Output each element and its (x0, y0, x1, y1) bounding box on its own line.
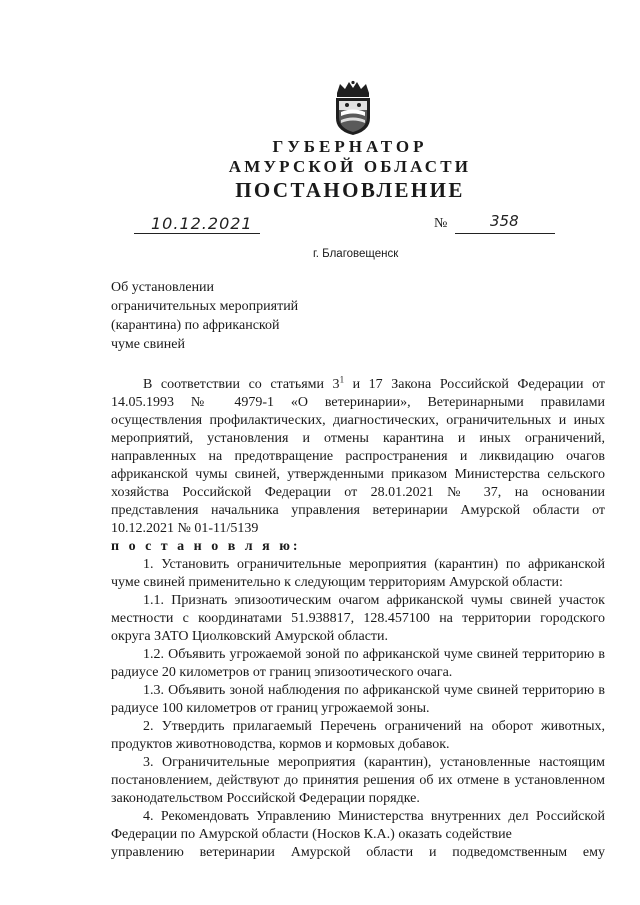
coat-of-arms-icon (331, 80, 375, 136)
subject-line: (карантина) по африканской (111, 318, 280, 333)
decree-word: п о с т а н о в л я ю: (111, 539, 301, 554)
document-type-title: ПОСТАНОВЛЕНИЕ (235, 178, 465, 202)
document-date: 10.12.2021 (151, 214, 253, 233)
number-sign: № (434, 216, 448, 231)
paragraph-4-continuation: управлению ветеринарии Амурской области и подведомственным ему (111, 845, 605, 860)
preamble-text-rest: и 17 Закона Российской Федерации от 14.05.1993 № 4979-1 «О ветеринарии», Ветеринарными правилами осуществления профилактических, диагностических, ограничительных и иных мероприятий, установления и отмены карантина и иных ограничений, направленных на предотвращение распространения и ликвидацию очагов африканской чумы свиней, утвержденными приказом Министерства сельского хозяйства Российской Федерации от 28.01.2021 № 37, на основании представления начальника управления ветеринарии Амурской области от 10.12.2021 № 01-11/5139 (111, 377, 605, 536)
preamble-text-start: В соответствии со статьями 3 (143, 377, 340, 392)
article-superscript: 1 (339, 374, 345, 385)
city-label: г. Благовещенск (313, 248, 399, 260)
paragraph-1-2: 1.2. Объявить угрожаемой зоной по африканской чуме свиней территорию в радиусе 20 километров от границ эпизоотического очага. (111, 647, 605, 680)
document-body (111, 376, 605, 862)
paragraph-1-3: 1.3. Объявить зоной наблюдения по африканской чуме свиней территорию в радиусе 100 километров от границ угрожаемой зоны. (111, 683, 605, 716)
paragraph-1-1: 1.1. Признать эпизоотическим очагом африканской чумы свиней участок местности с координатами 51.938817, 128.457100 на территории городского округа ЗАТО Циолковский Амурской области. (111, 593, 605, 644)
document-subject (111, 278, 371, 354)
paragraph-1: 1. Установить ограничительные мероприятия (карантин) по африканской чуме свиней применительно к следующим территориям Амурской области: (111, 557, 605, 590)
subject-line: ограничительных мероприятий (111, 299, 299, 314)
preamble-paragraph (111, 376, 605, 538)
authority-heading: ГУБЕРНАТОР (272, 137, 428, 156)
region-heading: АМУРСКОЙ ОБЛАСТИ (228, 157, 472, 176)
paragraph-3: 3. Ограничительные мероприятия (карантин), установленные настоящим постановлением, действуют до принятия решения об их отмене в установленном законодательством Российской Федерации порядке. (111, 755, 605, 806)
paragraph-4: 4. Рекомендовать Управлению Министерства внутренних дел Российской Федерации по Амурской области (Носков К.А.) оказать содействие (111, 809, 605, 842)
subject-line: Об установлении (111, 280, 215, 295)
document-number: 358 (490, 212, 519, 230)
paragraph-2: 2. Утвердить прилагаемый Перечень ограничений на оборот животных, продуктов животноводства, кормов и кормовых добавок. (111, 719, 605, 752)
subject-line: чуме свиней (111, 337, 185, 352)
